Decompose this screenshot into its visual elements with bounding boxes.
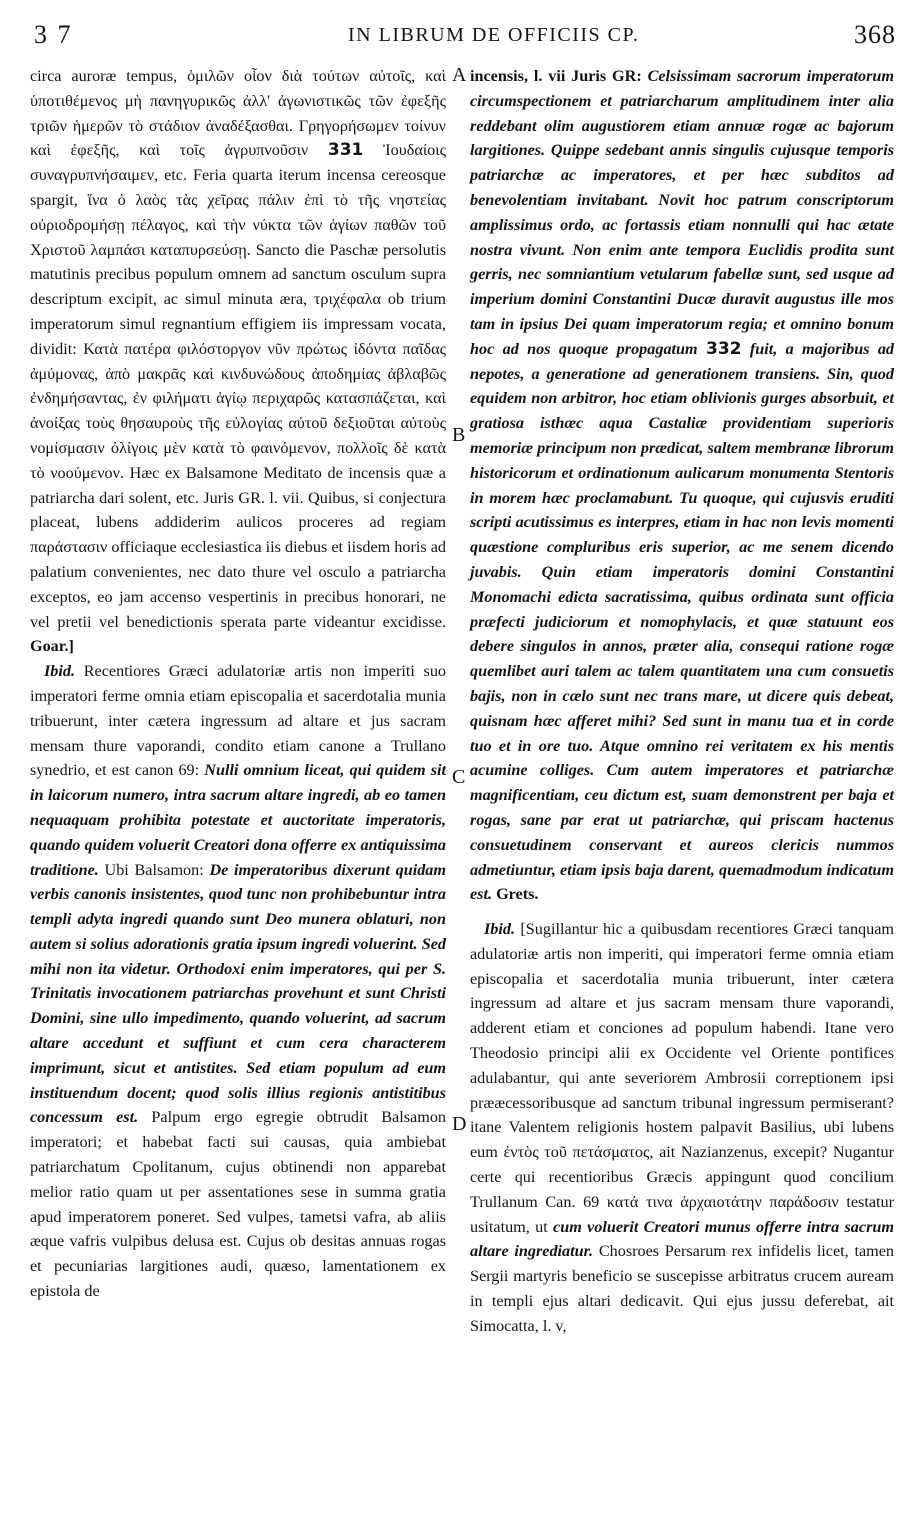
left-p2-text-b: Ubi Balsamon: — [104, 860, 204, 879]
right-p2-text-a: [Sugillantur hic a quibusdam recentiores Græci tanquam adulatoriæ artis non imperiti, qui imperatori ferme omnia etiam episcopalia et sacerdotalia munia tribuerunt, inter cætera ingressum ad altare et jus sacram mensam thure vaporandi, adderent etiam et conciones ad populum habendi. Itane vero Theodosio principi alii ex Occidente vel Oriente pontifices adulabantur, qui ante severiorem Ambrosii correptionem ipsi prææcessoribusque ad sanctum tribunal ingressum permiserant? itane Valentem religionis hostem palpavit Basilius, ubi lubens eum ἐντὸς τοῦ πετάσματος, ait Nazianzenus, excepit? Nugantur certe qui recentioribus Græcis appingunt quod concilium Trullanum Can. 69 κατά τινα ἀρχαιοτάτην παράδοσιν testatur usitatum, ut — [470, 920, 895, 1236]
right-p2-quote: cum voluerit Creatori munus offerre intra sacrum altare ingrediatur. — [470, 1217, 894, 1261]
left-p2-text-c: Palpum ergo egregie obtrudit Balsamon imperatori; et habebat facti sui causas, quia ambiebat patriarchatum Cpolitanum, cujus obtinendi non apparebat melior ratio quam ut per assentationes sese in summa gratia apud imperatorem poneret. Sed vulpes, tametsi vafra, ab aliis æque vafris vulpibus delusa est. Cujus ob desitas annuas rogas et pecuniarias largitiones audi, quæso, lamentationem ex epistola de — [30, 1108, 447, 1301]
page-number-right: 368 — [854, 20, 896, 49]
left-p1-signature: Goar.] — [30, 637, 74, 656]
column-number-331: 331 — [327, 140, 364, 161]
page-number-left: 3 7 — [34, 20, 73, 49]
right-paragraph-2 — [470, 917, 894, 1339]
left-paragraph-1 — [30, 64, 446, 659]
running-header — [28, 14, 906, 50]
left-p1-text: circa auroræ tempus, ὁμιλῶν οἷον διὰ τούτων αὐτοῖς, καὶ ὑποτιθέμενος μὴ πανηγυρικῶς ἀλλ' ἀγωνιστικῶς τῶν ἐφεξῆς τριῶν ἡμερῶν τὸ στάδιον ἀναδέξασθαι. Γρηγορήσωμεν τοίνυν καὶ ἐφεξῆς, καὶ τοῖς ἀγρυπνοῦσιν — [30, 67, 446, 160]
right-paragraph-1 — [470, 64, 894, 907]
right-p2-text-b: Chosroes Persarum rex infidelis licet, tamen Sergii martyris beneficio se suscepisse arbitratus crucem auream in templi ejus altari dedicavit. Qui ejus jussu deferebat, ait Simocatta, l. v, — [470, 1242, 894, 1335]
left-p2-balsamon-quote: De imperatoribus dixerunt quidam verbis canonis insistentes, quod tunc non prohibebuntur intra templi adyta ingredi quando sunt Deo munera oblaturi, non autem si solius adorationis gratia ipsum ingredi voluerint. Sed mihi non ita videtur. Orthodoxi enim imperatores, qui per S. Trinitatis invocationem patriarchas provehunt et sunt Christi Domini, sine ullo impedimento, quando voluerint, ad sacrum altare accedunt et suffiunt et cum cera characterem imprimunt, sicut et antistites. Sed etiam populum ad eum instituendum docent; quod solis illius regionis antistitibus concessum est. — [30, 860, 446, 1127]
left-column — [30, 64, 446, 1304]
right-column — [470, 64, 894, 1339]
right-p1-text-a: incensis, l. vii Juris GR: — [470, 67, 642, 85]
margin-marker-d: D — [452, 1113, 467, 1135]
running-title: IN LIBRUM DE OFFICIIS CP. — [348, 24, 640, 46]
left-paragraph-2 — [30, 659, 446, 1304]
right-p1-quote: Celsissimam sacrorum imperatorum circumspectionem et patriarcharum amplitudinem inter alia reddebant olim augustiorem etiam annuæ rogæ ac bajorum largitiones. Quippe sedebant annis singulis cujusque temporis patriarchæ ac imperatores, et per hæc subditos ad benevolentiam invitabant. Novit hoc patrum conscriptorum amplissimus ordo, ac fortassis etiam nonnulli qui hac ætate nostra vivunt. Non enim ante tempora Euclidis prodita sunt gerris, nec somniantium vetularum fabellæ sunt, sed usque ad imperium domini Constantini Ducæ duravit augustus ille mos tam in ipsius Dei quam imperatorum regia; et omnino bonum hoc ad nos quoque propagatum — [470, 67, 895, 358]
right-p2-ibid: Ibid. — [484, 920, 516, 939]
margin-marker-c: C — [452, 766, 466, 788]
margin-marker-a: A — [452, 64, 467, 86]
right-p1-quote-cont: fuit, a majoribus ad nepotes, a generatione ad generationem transiens. Sin, quod equidem non arbitror, hoc etiam oblivionis gurges absorbuit, et gratiosa isthæc aqua Castaliæ providentiam superioris memoriæ principum non prædicat, saltem membranæ librorum historicorum et ordinationum aulicarum monumenta Stentoris in morem hæc proclamabunt. Tu quoque, qui cujusvis eruditi scripti acutissimus es interpres, etiam in hac non levis momenti quæstione compluribus eris superior, ac me senem dicendo juvabis. Quin etiam imperatoris domini Constantini Monomachi edicta sacratissima, quibus ordinata sunt officia præfecti judiciorum et nomophylacis, et quæ statuunt eos debere singulos in annos, præter alia, consequi ratione rogæ quemlibet auri talem ac talem quantitatem una cum consuetis bajis, non in cælo sunt nec trans mare, ut dicere quis debeat, quisnam hæc afferet mihi? Sed sunt in manu tua et in corde tuo et in ore tuo. Atque omnino rei veritatem ex his mentis acumine colliges. Cum autem imperatores et patriarchæ magnificentiam, ceu dictum est, suam demonstrent per baja et rogas, sane par erat ut patriarchæ, qui priscam hactenus consuetudinem conservant et aureos clericis nummos admetiuntur, etiam ipsis baja darent, quemadmodum indicatum est. — [470, 339, 895, 904]
left-p1-text-end: Ἰουδαίοις συναγρυπνήσαιμεν, etc. Feria quarta iterum incensa cereosque spargit, ἵνα ὁ λαὸς τὰς χεῖρας πάλιν ἐπὶ τὸ τῆς νηστείας οὐριοδρομήσῃ πέλαγος, καὶ τὴν νύκτα τῶν ἁγίων παθῶν τοῦ Χριστοῦ λαμπάσι καταπυρσεύσῃ. Sancto die Paschæ persolutis matutinis precibus populum omnem ad sanctum osculum supra descriptum excipit, ac simul minuta æra, τριχέφαλα ob trium imperatorum simul regnantium effigiem iis impressam vocata, dividit: Κατὰ πατέρα φιλόστοργον νῦν πρώτως ἰδόντα παῖδας ἀμύμονας, ἀπὸ μακρᾶς καὶ κινδυνώδους ἀποδημίας ἀβλαβῶς ἐνδημήσαντας, ἐν φιλήματι ἁγίῳ περιχαρῶς κατασπάζεται, καὶ ἀνοίξας τοὺς θησαυροὺς τῆς εὐλογίας αὐτοῦ δεξιοῦται αὐτοὺς νομίσμασιν ὀλίγοις μὲν κατὰ τὸ φαινόμενον, πολλοῖς δὲ κατὰ τὸ νοούμενον. Hæc ex Balsamone Meditato de incensis quæ a patriarcha dari solent, etc. Juris GR. l. vii. Quibus, si conjectura placeat, lubens addiderim aulicos proceres ad regiam παράστασιν officiaque ecclesiastica iis diebus et iisdem horis ad palatium convenientes, nec dato thure vel osculo a patriarcha exceptos, eo jam accenso vespertinis in precibus honorari, ne vel pretii vel benedictionis sperata parte videantur excidisse. — [30, 141, 447, 631]
left-p2-canon-quote: Nulli omnium liceat, qui quidem sit in laicorum numero, intra sacrum altare ingredi, ab eo tamen nequaquam prohibita potestate et auctoritate imperatoris, quando quidem voluerit Creatori dona offerre ex antiquissima traditione. — [30, 761, 447, 879]
column-number-332: 332 — [705, 338, 742, 359]
left-p2-text-a: Recentiores Græci adulatoriæ artis non imperiti suo imperatori ferme omnia etiam episcopalia et sacerdotalia munia tribuerunt, inter cætera ingressum ad altare et jus sacram mensam thure vaporandi, condito etiam canone a Trullano synedrio, et est canon 69: — [30, 662, 447, 780]
right-p1-signature: Grets. — [496, 885, 539, 904]
left-p2-ibid: Ibid. — [44, 662, 76, 681]
margin-marker-b: B — [452, 424, 466, 446]
